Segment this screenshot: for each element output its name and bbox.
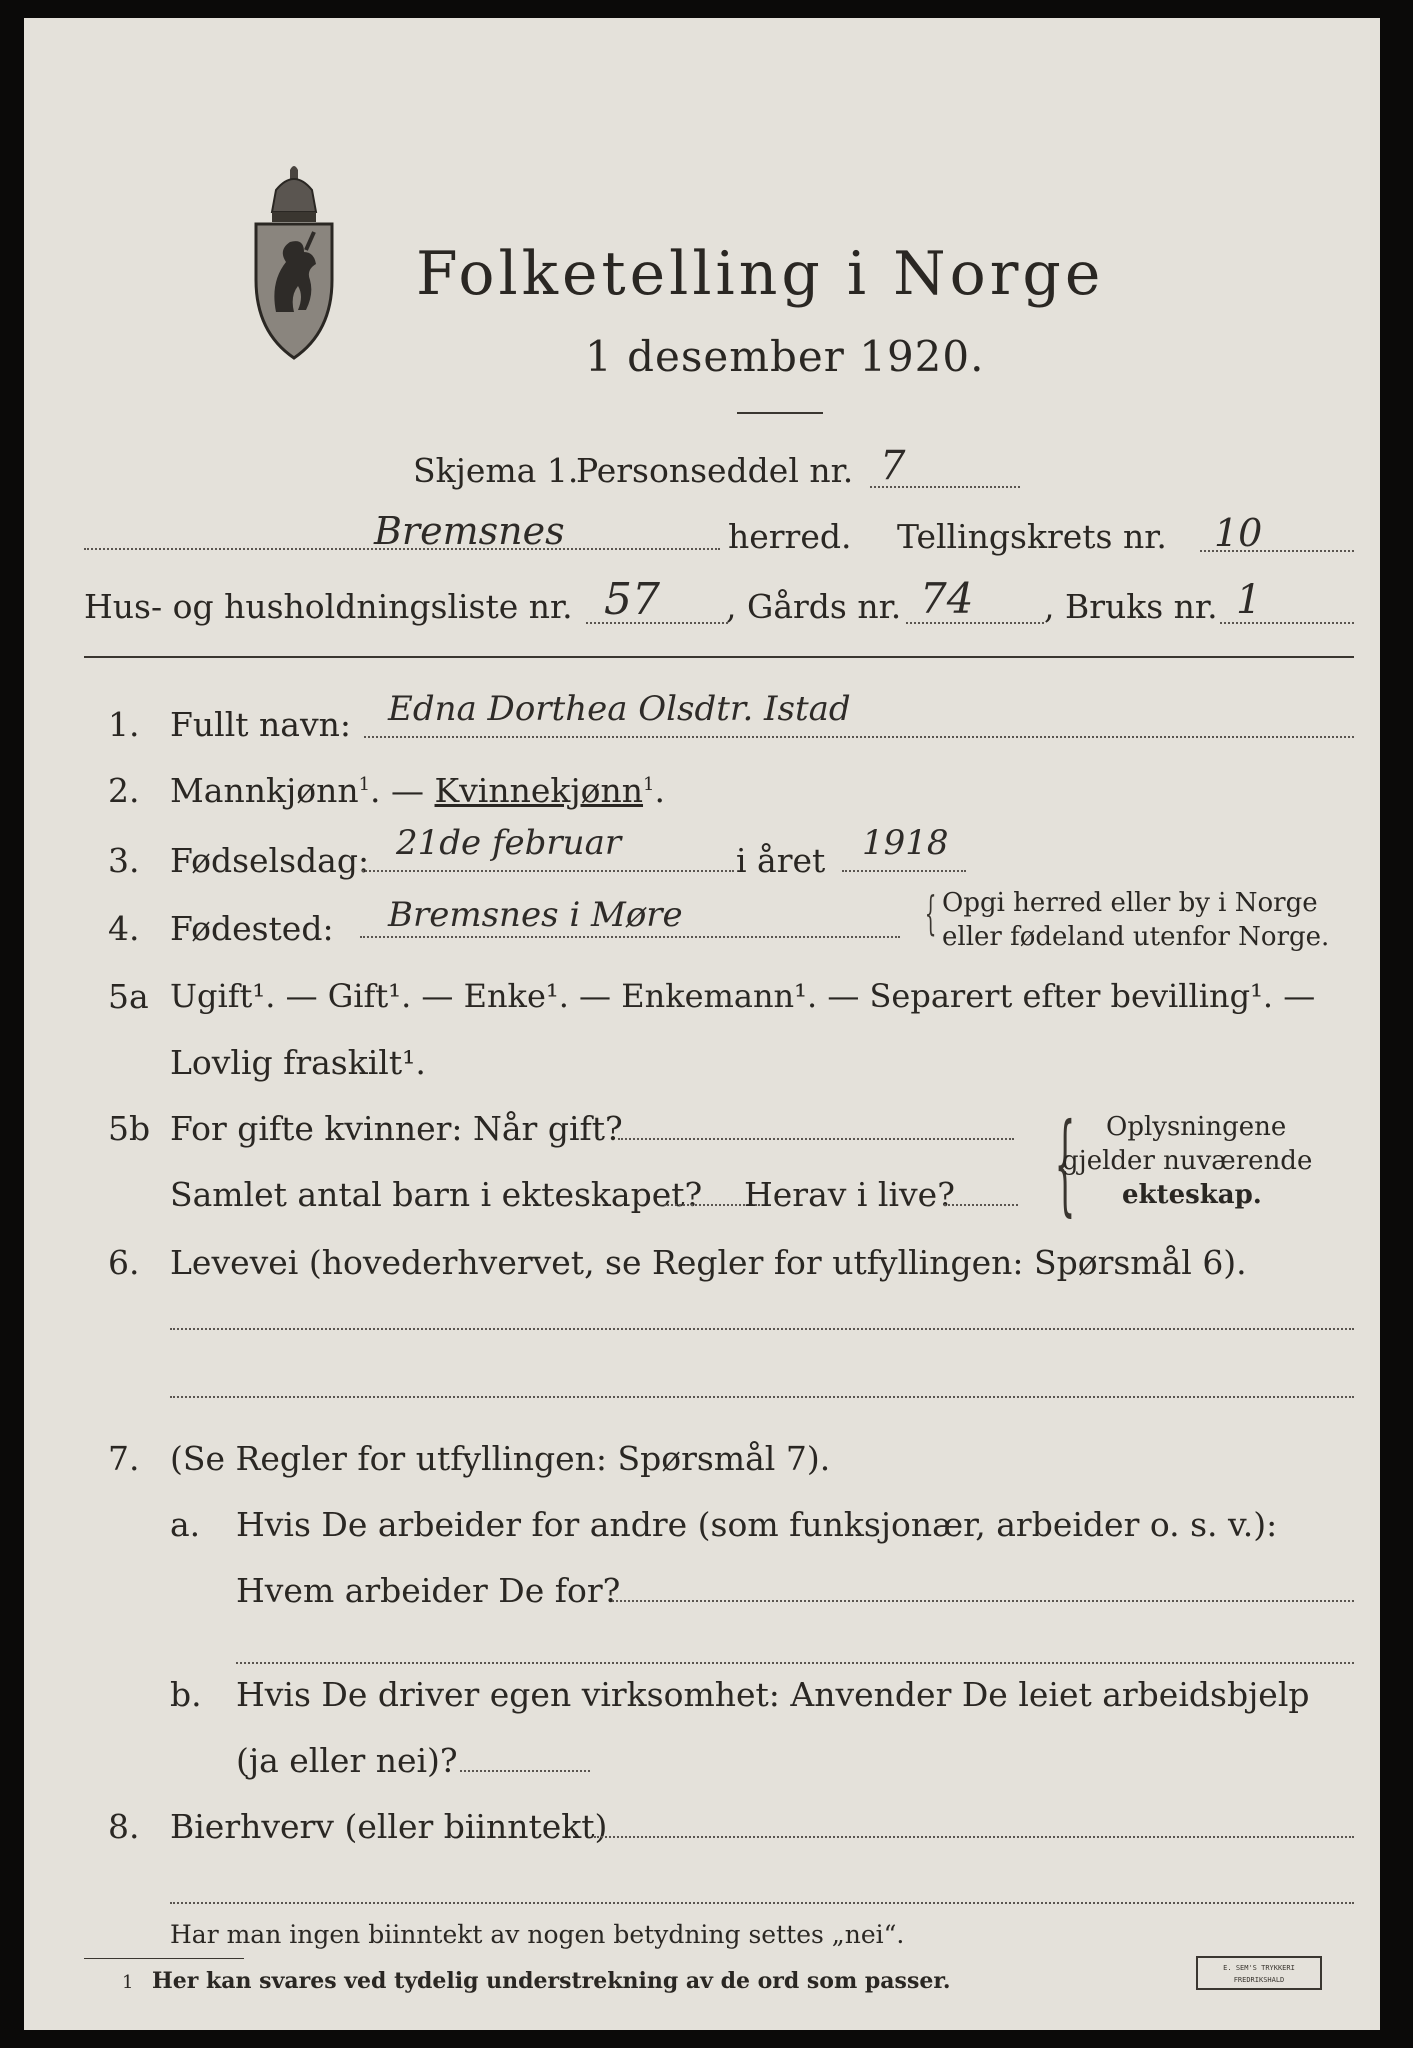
skjema-label: Skjema 1. xyxy=(413,451,579,490)
personseddel-value: 7 xyxy=(880,443,906,489)
q3-label: Fødselsdag: xyxy=(170,841,370,880)
q5a-line2: Lovlig fraskilt¹. xyxy=(170,1043,426,1082)
option-kvinnekjonn[interactable]: Kvinnekjønn xyxy=(434,771,644,810)
leiet-arbeidshjelp-field[interactable] xyxy=(460,1770,590,1772)
q5a-number: 5a xyxy=(108,977,149,1016)
levevei-field-2[interactable] xyxy=(170,1396,1354,1398)
personseddel-field[interactable] xyxy=(870,486,1020,488)
q1-number: 1. xyxy=(108,705,140,744)
census-form xyxy=(24,18,1380,2030)
title-divider xyxy=(737,412,823,414)
herav-i-live-field[interactable] xyxy=(944,1204,1018,1206)
printer-stamp-text: E. SEM'S TRYKKERI FREDRIKSHALD xyxy=(1223,1964,1295,1984)
q4-number: 4. xyxy=(108,909,140,948)
bruks-value: 1 xyxy=(1236,577,1262,623)
gards-field[interactable] xyxy=(906,622,1044,624)
q6-number: 6. xyxy=(108,1243,140,1282)
q5a-line1: Ugift¹. — Gift¹. — Enke¹. — Enkemann¹. — Separert efter bevilling¹. — xyxy=(170,977,1316,1015)
hus-label: Hus- og husholdningsliste nr. xyxy=(84,587,573,626)
q7a-question: Hvem arbeider De for? xyxy=(236,1571,621,1610)
q5b-note-brace: { xyxy=(1054,1099,1076,1227)
gards-label: , Gårds nr. xyxy=(726,587,902,626)
q1-value: Edna Dorthea Olsdtr. Istad xyxy=(388,689,851,729)
q5b-note-line3: ekteskap. xyxy=(1122,1180,1262,1210)
levevei-field-1[interactable] xyxy=(170,1328,1354,1330)
fullt-navn-field[interactable] xyxy=(364,736,1354,738)
q5b-note-line2: gjelder nuværende xyxy=(1062,1146,1313,1176)
q8-text: Bierhverv (eller biinntekt) xyxy=(170,1807,608,1846)
option-mannkjonn[interactable]: Mannkjønn xyxy=(170,771,359,810)
gards-value: 74 xyxy=(920,574,974,623)
q5b-note-line1: Oplysningene xyxy=(1106,1112,1287,1142)
hus-value: 57 xyxy=(604,574,660,625)
tellingskrets-value: 10 xyxy=(1214,511,1263,555)
q6-text: Levevei (hovederhvervet, se Regler for utfyllingen: Spørsmål 6). xyxy=(170,1243,1247,1282)
q3-number: 3. xyxy=(108,841,140,880)
q5b-line1: For gifte kvinner: Når gift? xyxy=(170,1109,623,1148)
q7a-text: Hvis De arbeider for andre (som funksjonær, arbeider o. s. v.): xyxy=(236,1505,1278,1544)
q5b-line2a: Samlet antal barn i ekteskapet? xyxy=(170,1175,703,1214)
footnote-text: Her kan svares ved tydelig understrekning av de ord som passer. xyxy=(152,1968,951,1994)
q3-year-label: i året xyxy=(736,841,826,880)
arbeidsgiver-field-2[interactable] xyxy=(236,1662,1354,1664)
q2-separator: . — xyxy=(370,771,435,810)
personseddel-label: Personseddel nr. xyxy=(576,451,854,490)
bierhverv-field-1[interactable] xyxy=(594,1836,1354,1838)
biinntekt-note: Har man ingen biinntekt av nogen betydning settes „nei“. xyxy=(170,1920,905,1949)
q4-value: Bremsnes i Møre xyxy=(388,895,683,935)
q2-end: . xyxy=(654,771,665,810)
q7-text: (Se Regler for utfyllingen: Spørsmål 7). xyxy=(170,1439,831,1478)
tellingskrets-label: Tellingskrets nr. xyxy=(897,517,1167,556)
q7b-label: b. xyxy=(170,1675,202,1714)
tellingskrets-field[interactable] xyxy=(1200,550,1354,552)
form-date: 1 desember 1920. xyxy=(585,332,985,381)
nar-gift-field[interactable] xyxy=(618,1138,1014,1140)
header-divider xyxy=(84,656,1354,658)
q7a-label: a. xyxy=(170,1505,201,1544)
q4-label: Fødested: xyxy=(170,909,334,948)
herred-label: herred. xyxy=(728,517,852,556)
q4-note-line1: Opgi herred eller by i Norge xyxy=(942,888,1318,918)
fodested-field[interactable] xyxy=(360,936,900,938)
q4-note-brace: { xyxy=(924,886,937,940)
q5b-number: 5b xyxy=(108,1109,151,1148)
q8-number: 8. xyxy=(108,1807,140,1846)
q3-year-value: 1918 xyxy=(862,823,949,863)
coat-of-arms-icon xyxy=(246,162,342,362)
bruks-label: , Bruks nr. xyxy=(1044,587,1218,626)
q7b-question: (ja eller nei)? xyxy=(236,1741,458,1780)
printer-stamp xyxy=(1196,1956,1322,1990)
q7-number: 7. xyxy=(108,1439,140,1478)
q2-number: 2. xyxy=(108,771,140,810)
q4-note-line2: eller fødeland utenfor Norge. xyxy=(942,922,1330,952)
herred-value: Bremsnes xyxy=(374,509,565,553)
footnote-number: 1 xyxy=(122,1972,134,1993)
q7b-text: Hvis De driver egen virksomhet: Anvender De leiet arbeidsbjelp xyxy=(236,1675,1310,1714)
fodselsar-field[interactable] xyxy=(842,870,966,872)
arbeidsgiver-field-1[interactable] xyxy=(612,1600,1354,1602)
q3-value: 21de februar xyxy=(396,823,622,863)
q5b-line2b: Herav i live? xyxy=(744,1175,955,1214)
q1-label: Fullt navn: xyxy=(170,705,351,744)
bierhverv-field-2[interactable] xyxy=(170,1902,1354,1904)
q2-options: Mannkjønn$^1$. — Kvinnekjønn$^1$. xyxy=(170,771,665,810)
form-title: Folketelling i Norge xyxy=(416,239,1105,309)
bruks-field[interactable] xyxy=(1220,622,1354,624)
fodselsdag-field[interactable] xyxy=(362,870,734,872)
hus-field[interactable] xyxy=(586,622,728,624)
footnote-divider xyxy=(84,1958,244,1959)
